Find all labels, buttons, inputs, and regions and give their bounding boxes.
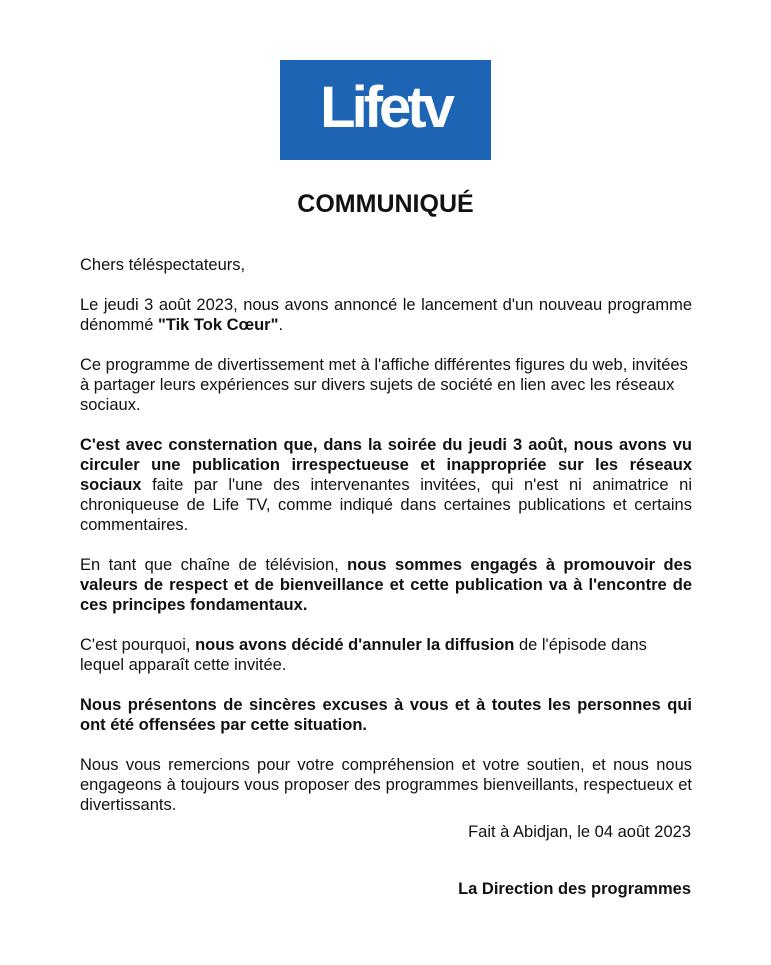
paragraph-apology <box>80 695 692 735</box>
program-name: "Tik Tok Cœur" <box>157 316 279 334</box>
paragraph-bold-text: C'est avec consternation que, dans la soirée du jeudi 3 août, nous avons vu circuler une publication irrespectueuse et inappropriée sur les réseaux sociaux <box>80 436 692 494</box>
paragraph-thanks <box>80 755 692 815</box>
paragraph-incident <box>80 435 692 535</box>
paragraph-text: En tant que chaîne de télévision, <box>80 556 348 574</box>
signature: La Direction des programmes <box>458 880 691 898</box>
paragraph-text: Le jeudi 3 août 2023, nous avons annoncé le lancement d'un nouveau programme dénommé <box>80 296 692 334</box>
paragraph-text: de l'épisode dans lequel apparaît cette invitée. <box>80 636 647 674</box>
paragraph-text: C'est pourquoi, <box>80 636 196 654</box>
place-date: Fait à Abidjan, le 04 août 2023 <box>468 823 691 841</box>
paragraph-bold-text: Nous présentons de sincères excuses à vous et à toutes les personnes qui ont été offensées par cette situation. <box>80 696 692 734</box>
paragraph-bold-text: nous avons décidé d'annuler la diffusion <box>195 636 515 654</box>
logo-text: Lifetv <box>320 75 451 140</box>
paragraph-values <box>80 555 692 615</box>
page-title: COMMUNIQUÉ <box>297 190 474 218</box>
paragraph-decision <box>80 635 692 675</box>
paragraph-text: . <box>278 316 284 334</box>
salutation: Chers téléspectateurs, <box>80 256 246 274</box>
paragraph-text: Nous vous remercions pour votre compréhension et votre soutien, et nous nous engageons à toujours vous proposer des programmes bienveillants, respectueux et divertissants. <box>80 756 692 814</box>
paragraph-program-description <box>80 355 692 415</box>
lifetv-logo <box>280 60 491 160</box>
communique-body <box>80 255 692 835</box>
paragraph-text: faite par l'une des intervenantes invitées, qui n'est ni animatrice ni chroniqueuse de Life TV, comme indiqué dans certaines publications et certains commentaires. <box>80 476 692 534</box>
paragraph-text: Ce programme de divertissement met à l'affiche différentes figures du web, invitées à partager leurs expériences sur divers sujets de société en lien avec les réseaux sociaux. <box>80 356 688 414</box>
paragraph-announcement <box>80 295 692 335</box>
paragraph-bold-text: nous sommes engagés à promouvoir des valeurs de respect et de bienveillance et cette publication va à l'encontre de ces principes fondamentaux. <box>80 556 692 614</box>
